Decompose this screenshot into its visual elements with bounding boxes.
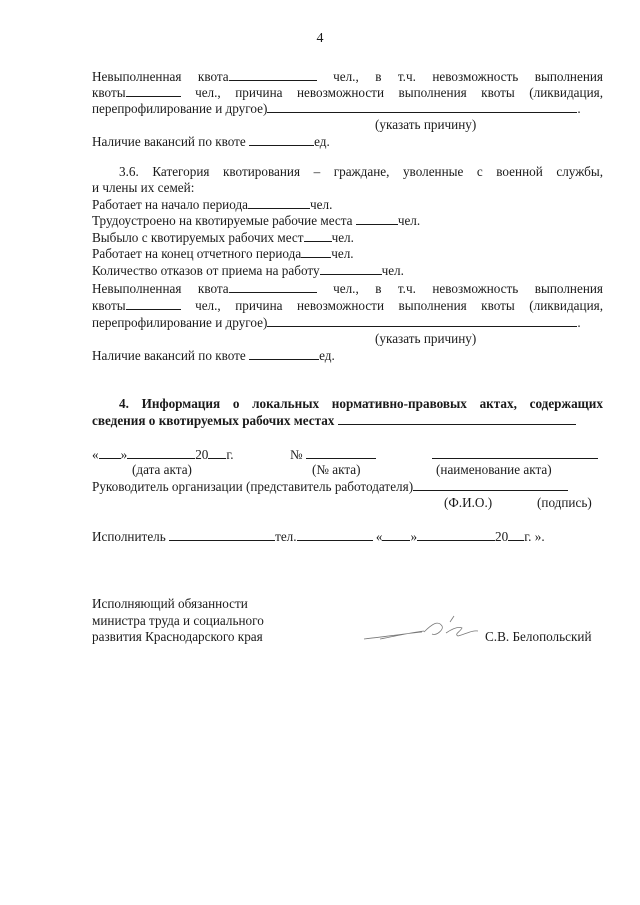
executor-line: Исполнитель тел. « » 20 г. ». xyxy=(92,529,545,544)
s36-intro-1: 3.6. Категория квотирования – граждане, уволенные с военной службы, xyxy=(119,164,603,179)
s35-reason-hint: (указать причину) xyxy=(375,117,477,132)
blank xyxy=(297,528,373,541)
blank xyxy=(127,446,195,459)
blank xyxy=(126,84,181,97)
blank xyxy=(249,347,319,360)
signer-position: Исполняющий обязанности министра труда и социального развития Краснодарского края xyxy=(92,596,264,645)
blank xyxy=(304,229,332,242)
blank xyxy=(248,196,310,209)
caption-fio: (Ф.И.О.) xyxy=(444,495,493,510)
s35-quota-line: Невыполненная квота чел., в т.ч. невозможность выполнения xyxy=(92,69,603,84)
blank xyxy=(306,446,376,459)
blank xyxy=(169,528,275,541)
page-number: 4 xyxy=(316,31,324,46)
caption-act-name: (наименование акта) xyxy=(436,462,552,477)
caption-act-number: (№ акта) xyxy=(312,462,361,477)
blank xyxy=(267,100,577,113)
s36-reason-hint: (указать причину) xyxy=(375,331,477,346)
s36-quota-line: Невыполненная квота чел., в т.ч. невозможность выполнения xyxy=(92,281,603,296)
s36-works-start: Работает на начало периода чел. xyxy=(92,197,333,212)
s36-left-places: Выбыло с квотируемых рабочих мест чел. xyxy=(92,230,354,245)
blank xyxy=(356,212,398,225)
act-number-line: № xyxy=(290,446,376,464)
blank xyxy=(413,478,568,491)
s36-kvoty-line: квоты чел., причина невозможности выполнения квоты (ликвидация, xyxy=(92,298,603,313)
s4-heading-1: 4. Информация о локальных нормативно-правовых актах, содержащих xyxy=(119,396,603,411)
caption-act-date: (дата акта) xyxy=(132,462,192,477)
blank xyxy=(126,297,181,310)
blank xyxy=(301,245,331,258)
act-date-line: « » 20 г. xyxy=(92,447,234,462)
s35-vacancies-line: Наличие вакансий по квоте ед. xyxy=(92,134,330,149)
blank xyxy=(99,446,121,459)
s36-intro-2: и члены их семей: xyxy=(92,180,195,195)
head-of-org-line: Руководитель организации (представитель работодателя) xyxy=(92,478,603,496)
caption-signature: (подпись) xyxy=(537,495,592,510)
blank xyxy=(208,446,226,459)
s35-reprofile-line: перепрофилирование и другое) . xyxy=(92,101,581,116)
blank xyxy=(338,412,576,425)
act-name-line xyxy=(432,446,598,464)
s36-vacancies-line: Наличие вакансий по квоте ед. xyxy=(92,348,335,363)
signer-name: С.В. Белопольский xyxy=(485,629,592,644)
blank xyxy=(417,528,495,541)
blank xyxy=(229,68,317,81)
s36-employed: Трудоустроено на квотируемые рабочие места чел. xyxy=(92,213,421,228)
blank xyxy=(320,262,382,275)
blank xyxy=(267,314,577,327)
s4-heading-2: сведения о квотируемых рабочих местах xyxy=(92,412,603,430)
blank xyxy=(382,528,410,541)
handwritten-signature xyxy=(362,612,482,646)
blank xyxy=(249,133,314,146)
blank xyxy=(508,528,524,541)
s36-refusals: Количество отказов от приема на работу чел. xyxy=(92,263,404,278)
s36-works-end: Работает на конец отчетного периода чел. xyxy=(92,246,354,261)
s36-reprofile-line: перепрофилирование и другое) . xyxy=(92,315,581,330)
s35-kvoty-line: квоты чел., причина невозможности выполнения квоты (ликвидация, xyxy=(92,85,603,100)
blank xyxy=(229,280,317,293)
blank xyxy=(432,446,598,459)
